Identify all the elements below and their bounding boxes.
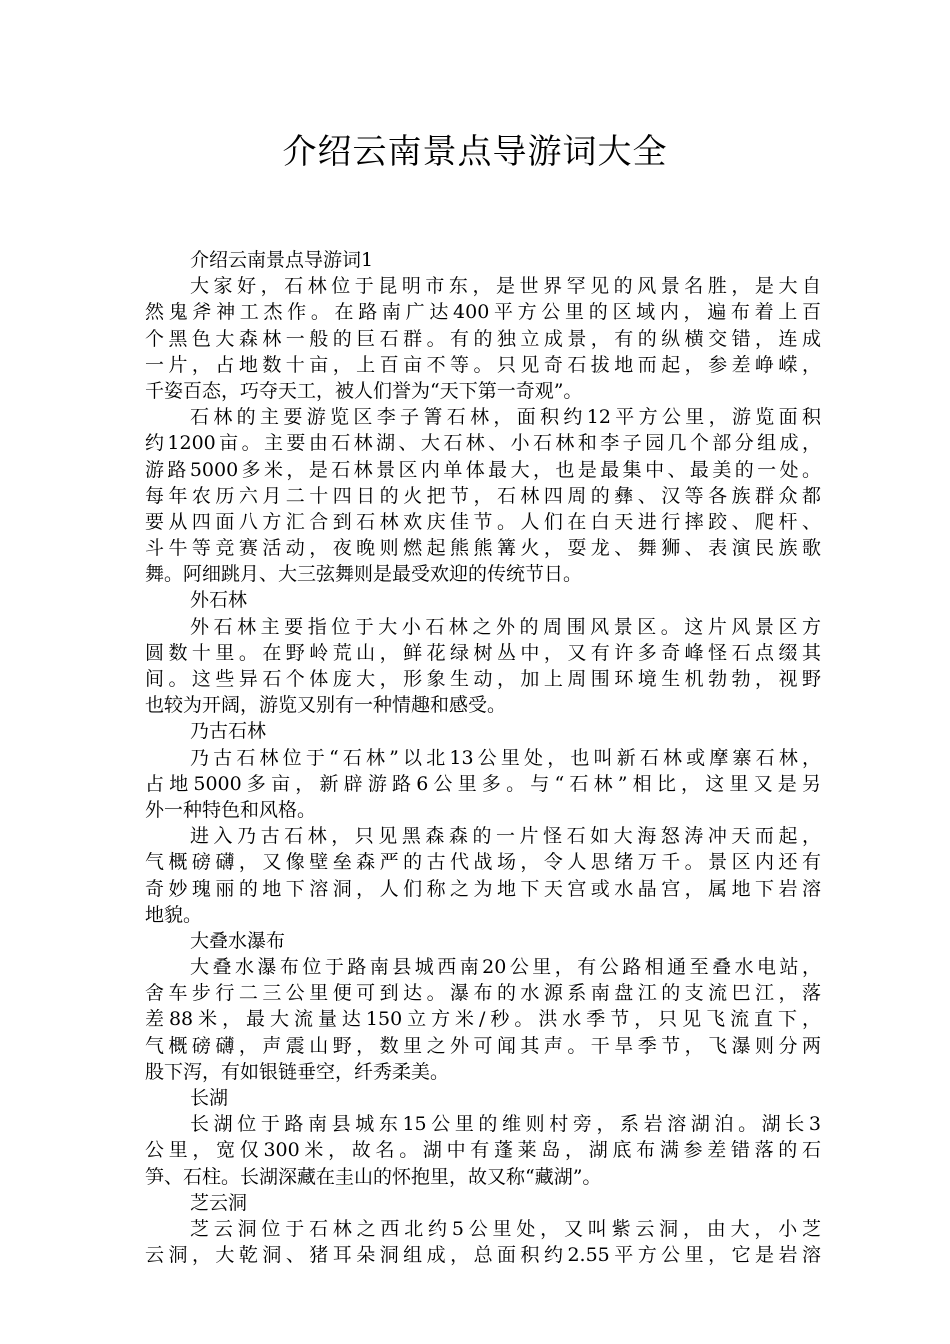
text-line: 然鬼斧神工杰作。在路南广达400平方公里的区域内，遍布着上百 xyxy=(145,301,821,324)
text-line: 间。这些异石个体庞大，形象生动，加上周围环境生机勃勃，视野 xyxy=(145,668,821,690)
text-line: 气概磅礴，声震山野，数里之外可闻其声。干旱季节，飞瀑则分两 xyxy=(145,1034,821,1057)
text-line: 外一种特色和风格。 xyxy=(145,798,317,821)
text-line: 介绍云南景点导游词1 xyxy=(190,249,374,271)
text-line: 进入乃古石林，只见黑森森的一片怪石如大海怒涛冲天而起， xyxy=(190,825,821,848)
text-line: 地貌。 xyxy=(145,903,203,926)
text-line: 股下泻，有如银链垂空，纤秀柔美。 xyxy=(145,1060,450,1083)
text-line: 大叠水瀑布位于路南县城西南20公里，有公路相通至叠水电站， xyxy=(190,956,821,979)
text-line: 大叠水瀑布 xyxy=(190,929,286,952)
text-line: 舞。阿细跳月、大三弦舞则是最受欢迎的传统节日。 xyxy=(145,563,583,586)
text-line: 舍车步行二三公里便可到达。瀑布的水源系南盘江的支流巴江，落 xyxy=(145,982,821,1005)
page-title: 介绍云南景点导游词大全 xyxy=(282,132,668,172)
text-line: 乃古石林位于“石林”以北13公里处，也叫新石林或摩寨石林， xyxy=(190,746,821,769)
text-line: 占地5000多亩，新辟游路6公里多。与“石林”相比，这里又是另 xyxy=(145,772,821,795)
text-line: 长湖位于路南县城东15公里的维则村旁，系岩溶湖泊。湖长3 xyxy=(190,1113,821,1136)
text-line: 一片，占地数十亩，上百亩不等。只见奇石拔地而起，参差峥嵘， xyxy=(145,353,821,376)
text-line: 斗牛等竞赛活动，夜晚则燃起熊熊篝火，耍龙、舞狮、表演民族歌 xyxy=(145,537,821,560)
text-line: 石林的主要游览区李子箐石林，面积约12平方公里，游览面积 xyxy=(190,406,821,429)
text-line: 奇妙瑰丽的地下溶洞，人们称之为地下天宫或水晶宫，属地下岩溶 xyxy=(145,877,821,900)
text-line: 约1200亩。主要由石林湖、大石林、小石林和李子园几个部分组成， xyxy=(145,432,821,455)
text-line: 外石林 xyxy=(190,589,248,612)
text-line: 气概磅礴，又像壁垒森严的古代战场，令人思绪万千。景区内还有 xyxy=(145,851,821,874)
body-text xyxy=(145,247,821,1268)
text-line: 差88米，最大流量达150立方米/秒。洪水季节，只见飞流直下， xyxy=(145,1008,821,1031)
text-line: 个黑色大森林一般的巨石群。有的独立成景，有的纵横交错，连成 xyxy=(145,327,821,350)
text-line: 云洞，大乾洞、猪耳朵洞组成，总面积约2.55平方公里，它是岩溶 xyxy=(145,1244,821,1267)
text-line: 每年农历六月二十四日的火把节，石林四周的彝、汉等各族群众都 xyxy=(145,484,821,507)
text-line: 笋、石柱。长湖深藏在圭山的怀抱里，故又称“藏湖”。 xyxy=(145,1165,602,1188)
text-line: 长湖 xyxy=(190,1087,229,1109)
text-line: 乃古石林 xyxy=(190,720,267,743)
text-line: 芝云洞位于石林之西北约5公里处，又叫紫云洞，由大，小芝 xyxy=(190,1217,821,1240)
text-line: 圆数十里。在野岭荒山，鲜花绿树丛中，又有许多奇峰怪石点缀其 xyxy=(145,641,821,664)
text-line: 大家好，石林位于昆明市东，是世界罕见的风景名胜，是大自 xyxy=(190,275,821,298)
text-line: 千姿百态，巧夺天工，被人们誉为“天下第一奇观”。 xyxy=(145,379,583,402)
text-line: 要从四面八方汇合到石林欢庆佳节。人们在白天进行摔跤、爬杆、 xyxy=(145,510,821,533)
text-line: 游路5000多米，是石林景区内单体最大，也是最集中、最美的一处。 xyxy=(145,458,821,481)
text-line: 外石林主要指位于大小石林之外的周围风景区。这片风景区方 xyxy=(190,615,821,638)
text-line: 芝云洞 xyxy=(190,1191,248,1214)
text-line: 也较为开阔，游览又别有一种情趣和感受。 xyxy=(145,694,507,717)
text-line: 公里，宽仅300米，故名。湖中有蓬莱岛，湖底布满参差错落的石 xyxy=(145,1139,821,1162)
